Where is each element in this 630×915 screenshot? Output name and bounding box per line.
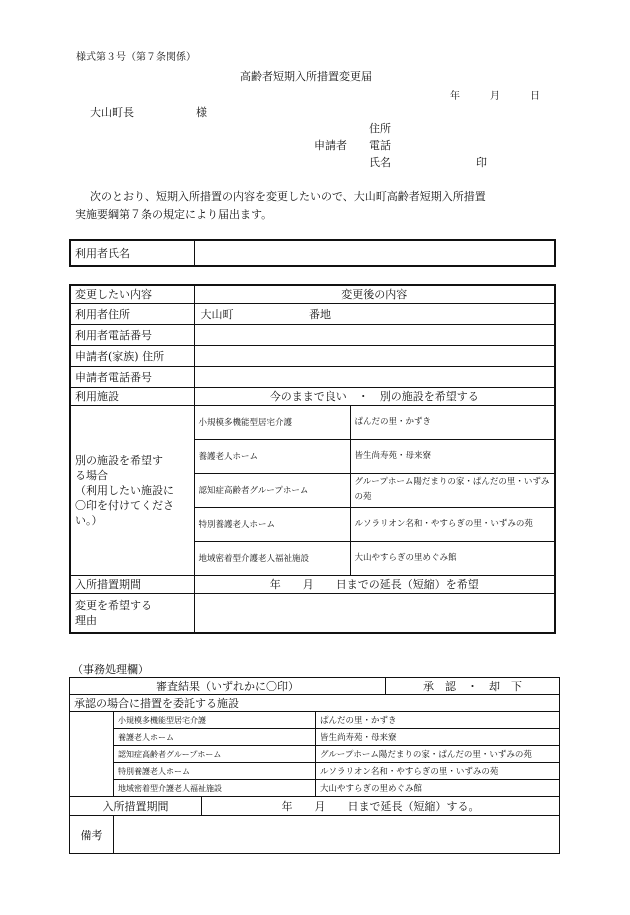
user-name-table <box>69 239 556 267</box>
date-month-label: 月 <box>490 91 500 102</box>
facility-type: 認知症高齢者グループホーム <box>194 473 350 507</box>
address-banchi: 番地 <box>309 307 331 321</box>
honorific: 様 <box>196 106 207 119</box>
office-facility-name[interactable]: グループホーム陽だまりの家・ぱんだの里・いずみの苑 <box>316 746 560 763</box>
reason-label: 変更を希望する 理由 <box>70 593 194 633</box>
facility-type: 地域密着型介護老人福祉施設 <box>194 541 350 575</box>
facility-label: 利用施設 <box>70 387 194 405</box>
period-label: 入所措置期間 <box>70 575 194 593</box>
change-table <box>69 284 556 634</box>
office-facility-name[interactable]: 大山やすらぎの里めぐみ館 <box>316 780 560 797</box>
facility-name[interactable]: ぱんだの里・かずき <box>350 405 555 439</box>
addressee: 大山町長 <box>90 106 134 119</box>
office-facility-type: 養護老人ホーム <box>114 729 316 746</box>
user-name-field[interactable] <box>194 240 555 266</box>
office-facility-type: 地域密着型介護老人福祉施設 <box>114 780 316 797</box>
facility-name[interactable]: 皆生尚寿苑・母来寮 <box>350 439 555 473</box>
name-label: 氏名 <box>369 156 391 169</box>
intro-line-2: 実施要綱第７条の規定により届出ます。 <box>75 208 273 221</box>
office-facility-type: 特別養護老人ホーム <box>114 763 316 780</box>
period-field[interactable]: 年 月 日までの延長（短縮）を希望 <box>194 575 555 593</box>
remarks-field[interactable] <box>114 816 560 854</box>
applicant-phone-label: 申請者電話番号 <box>70 366 194 387</box>
intro-line-1: 次のとおり、短期入所措置の内容を変更したいので、大山町高齢者短期入所措置 <box>90 190 486 203</box>
applicant-address-field[interactable] <box>194 345 555 366</box>
facility-name[interactable]: グループホーム陽だまりの家・ぱんだの里・いずみの苑 <box>350 473 555 507</box>
date-day-label: 日 <box>530 91 540 102</box>
office-facility-name[interactable]: ぱんだの里・かずき <box>316 712 560 729</box>
date-year-label: 年 <box>450 91 460 102</box>
office-facility-name[interactable]: 皆生尚寿苑・母来寮 <box>316 729 560 746</box>
review-result-label: 審査結果（いずれかに〇印） <box>70 678 386 695</box>
user-phone-label: 利用者電話番号 <box>70 324 194 345</box>
review-result-field[interactable]: 承 認 ・ 却 下 <box>386 678 560 695</box>
phone-label: 電話 <box>369 139 391 152</box>
address-label: 住所 <box>369 122 391 135</box>
user-address-label: 利用者住所 <box>70 303 194 324</box>
office-table <box>69 677 560 854</box>
form-title: 高齢者短期入所措置変更届 <box>240 70 372 83</box>
facility-name[interactable]: ルソラリオン名和・やすらぎの里・いずみの苑 <box>350 507 555 541</box>
user-address-field[interactable] <box>194 303 555 324</box>
office-period-field[interactable]: 年 月 日まで延長（短縮）する。 <box>202 797 560 816</box>
office-facility-type: 小規模多機能型居宅介護 <box>114 712 316 729</box>
form-number: 様式第３号（第７条関係） <box>76 52 196 63</box>
office-facility-type: 認知症高齢者グループホーム <box>114 746 316 763</box>
address-town: 大山町 <box>200 307 234 321</box>
col-change-item: 変更したい内容 <box>70 285 194 303</box>
applicant-address-label: 申請者(家族) 住所 <box>70 345 194 366</box>
applicant-label: 申請者 <box>314 139 347 152</box>
facility-choice[interactable]: 今のままで良い ・ 別の施設を希望する <box>194 387 555 405</box>
facility-type: 養護老人ホーム <box>194 439 350 473</box>
other-facility-label: 別の施設を希望す る場合 （利用したい施設に 〇印を付けてくださ い。） <box>70 405 194 575</box>
remarks-label: 備考 <box>70 816 114 854</box>
applicant-phone-field[interactable] <box>194 366 555 387</box>
office-period-label: 入所措置期間 <box>70 797 202 816</box>
facility-name[interactable]: 大山やすらぎの里めぐみ館 <box>350 541 555 575</box>
reason-field[interactable] <box>194 593 555 633</box>
col-after-change: 変更後の内容 <box>194 285 555 303</box>
user-phone-field[interactable] <box>194 324 555 345</box>
seal-mark: 印 <box>476 156 487 169</box>
user-name-label: 利用者氏名 <box>70 240 194 266</box>
entrust-facility-label: 承認の場合に措置を委託する施設 <box>70 695 560 712</box>
office-heading: （事務処理欄） <box>72 663 149 676</box>
facility-type: 小規模多機能型居宅介護 <box>194 405 350 439</box>
facility-type: 特別養護老人ホーム <box>194 507 350 541</box>
office-facility-name[interactable]: ルソラリオン名和・やすらぎの里・いずみの苑 <box>316 763 560 780</box>
